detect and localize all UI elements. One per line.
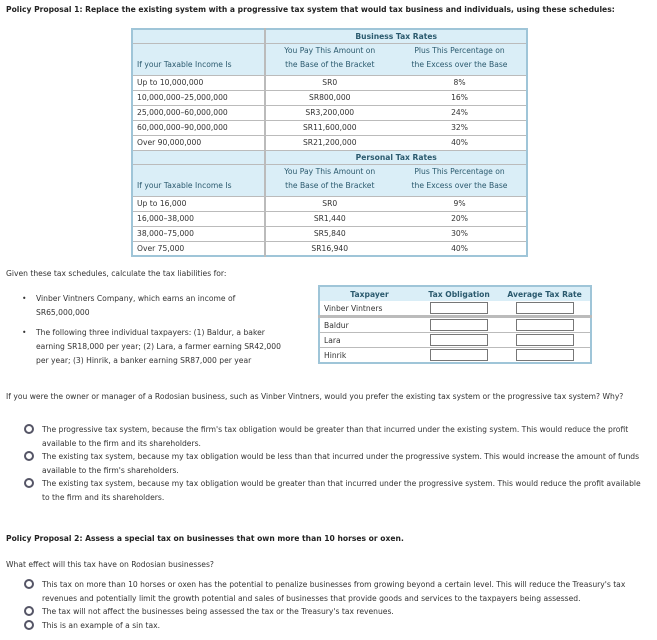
income-range: 60,000,000–90,000,000 — [132, 120, 265, 135]
option-label: The progressive tax system, because the firm's tax obligation would be greater than that incurred under the existing system. This would reduce the profit available to the firm and its shareholders. — [42, 425, 629, 448]
table-row — [132, 196, 527, 211]
col-header: You Pay This Amount on the Base of the Bracket — [265, 43, 393, 75]
percentage: 40% — [393, 135, 527, 150]
radio-button[interactable] — [24, 424, 34, 434]
average-rate-cell — [499, 317, 591, 333]
table-row — [132, 135, 527, 150]
business-title: Business Tax Rates — [265, 29, 527, 43]
radio-button[interactable] — [24, 606, 34, 616]
tax-liability-table — [318, 285, 592, 364]
table-row — [132, 90, 527, 105]
tax-obligation-cell — [419, 317, 499, 333]
base-amount: SR1,440 — [265, 211, 393, 226]
percentage: 16% — [393, 90, 527, 105]
percentage: 32% — [393, 120, 527, 135]
average-rate-cell — [499, 348, 591, 364]
col-header: Taxpayer — [350, 289, 389, 299]
option-label: This is an example of a sin tax. — [42, 620, 161, 630]
base-amount: SR5,840 — [265, 226, 393, 241]
income-range: Over 75,000 — [132, 241, 265, 256]
income-range: 10,000,000–25,000,000 — [132, 90, 265, 105]
option-label: The existing tax system, because my tax obligation would be greater than that incurred under the progressive system. This would reduce the profit available to the firm and its shareholders. — [42, 479, 641, 502]
table-row — [132, 211, 527, 226]
table-row — [319, 333, 591, 348]
average-rate-cell — [499, 301, 591, 317]
tax-obligation-cell — [419, 333, 499, 348]
tax-obligation-cell — [419, 301, 499, 317]
income-range: Up to 10,000,000 — [132, 75, 265, 90]
option-label: This tax on more than 10 horses or oxen has the potential to penalize businesses from growing beyond a certain level. This will reduce the Treasury's tax revenues and potentially limit the growth potential and sales of businesses that provide goods and services to the taxpayers being assessed. — [42, 580, 626, 603]
q1-options — [24, 423, 644, 504]
list-item: • The following three individual taxpayers: (1) Baldur, a baker earning SR18,000 per year; (2) Lara, a farmer earning SR42,000 per year; (3) Hinrik, a banker earning SR87,000 per year — [22, 326, 282, 368]
question-1: If you were the owner or manager of a Rodosian business, such as Vinber Vintners, would you prefer the existing tax system or the progressive tax system? Why? — [6, 392, 624, 401]
base-amount: SR11,600,000 — [265, 120, 393, 135]
income-range: 38,000–75,000 — [132, 226, 265, 241]
base-amount: SR21,200,000 — [265, 135, 393, 150]
percentage: 24% — [393, 105, 527, 120]
q2-options — [24, 578, 644, 632]
list-item: • Vinber Vintners Company, which earns an income of SR65,000,000 — [22, 292, 282, 320]
table-row — [319, 301, 591, 317]
average-tax-rate-input[interactable] — [516, 334, 574, 346]
percentage: 9% — [393, 196, 527, 211]
base-amount: SR0 — [265, 196, 393, 211]
tax-obligation-input[interactable] — [430, 349, 488, 361]
tax-obligation-input[interactable] — [430, 302, 488, 314]
col-header: Plus This Percentage on the Excess over the Base — [393, 164, 527, 196]
tax-obligation-cell — [419, 348, 499, 364]
radio-button[interactable] — [24, 620, 34, 630]
percentage: 30% — [393, 226, 527, 241]
radio-option[interactable] — [24, 477, 644, 504]
base-amount: SR0 — [265, 75, 393, 90]
average-tax-rate-input[interactable] — [516, 302, 574, 314]
proposal2-title: Policy Proposal 2: Assess a special tax on businesses that own more than 10 horses or oxen. — [6, 534, 404, 543]
base-amount: SR800,000 — [265, 90, 393, 105]
col-header: If your Taxable Income Is — [132, 164, 265, 196]
col-header: Average Tax Rate — [507, 289, 582, 299]
col-header: Tax Obligation — [428, 289, 490, 299]
tax-obligation-input[interactable] — [430, 334, 488, 346]
average-rate-cell — [499, 333, 591, 348]
radio-button[interactable] — [24, 478, 34, 488]
proposal1-title: Policy Proposal 1: Replace the existing system with a progressive tax system that would tax business and individuals, using these schedules: — [6, 5, 615, 14]
question-2: What effect will this tax have on Rodosian businesses? — [6, 560, 214, 569]
percentage: 20% — [393, 211, 527, 226]
taxpayer-name: Lara — [319, 333, 419, 348]
tax-rates-table — [131, 28, 528, 257]
income-range: Over 90,000,000 — [132, 135, 265, 150]
taxpayer-name: Baldur — [319, 317, 419, 333]
table-row — [132, 120, 527, 135]
radio-button[interactable] — [24, 451, 34, 461]
income-range: 16,000–38,000 — [132, 211, 265, 226]
col-header: Plus This Percentage on the Excess over the Base — [393, 43, 527, 75]
average-tax-rate-input[interactable] — [516, 319, 574, 331]
radio-option[interactable] — [24, 450, 644, 477]
taxpayer-name: Hinrik — [319, 348, 419, 364]
base-amount: SR16,940 — [265, 241, 393, 256]
taxpayer-name: Vinber Vintners — [319, 301, 419, 317]
income-range: Up to 16,000 — [132, 196, 265, 211]
option-label: The existing tax system, because my tax obligation would be less than that incurred under the progressive system. This would increase the amount of funds available to the firm's shareholders. — [42, 452, 640, 475]
given-text: Given these tax schedules, calculate the tax liabilities for: — [6, 269, 227, 278]
radio-button[interactable] — [24, 579, 34, 589]
table-row — [319, 317, 591, 333]
radio-option[interactable] — [24, 605, 644, 619]
table-row — [319, 348, 591, 364]
table-row — [132, 226, 527, 241]
base-amount: SR3,200,000 — [265, 105, 393, 120]
bullet-list — [22, 292, 282, 374]
income-range: 25,000,000–60,000,000 — [132, 105, 265, 120]
personal-title: Personal Tax Rates — [265, 150, 527, 164]
radio-option[interactable] — [24, 619, 644, 633]
table-row — [132, 241, 527, 256]
table-row — [132, 105, 527, 120]
average-tax-rate-input[interactable] — [516, 349, 574, 361]
tax-obligation-input[interactable] — [430, 319, 488, 331]
percentage: 8% — [393, 75, 527, 90]
col-header: You Pay This Amount on the Base of the Bracket — [265, 164, 393, 196]
col-header: If your Taxable Income Is — [132, 43, 265, 75]
radio-option[interactable] — [24, 423, 644, 450]
radio-option[interactable] — [24, 578, 644, 605]
table-row — [132, 75, 527, 90]
percentage: 40% — [393, 241, 527, 256]
option-label: The tax will not affect the businesses being assessed the tax or the Treasury's tax revenues. — [42, 607, 394, 616]
